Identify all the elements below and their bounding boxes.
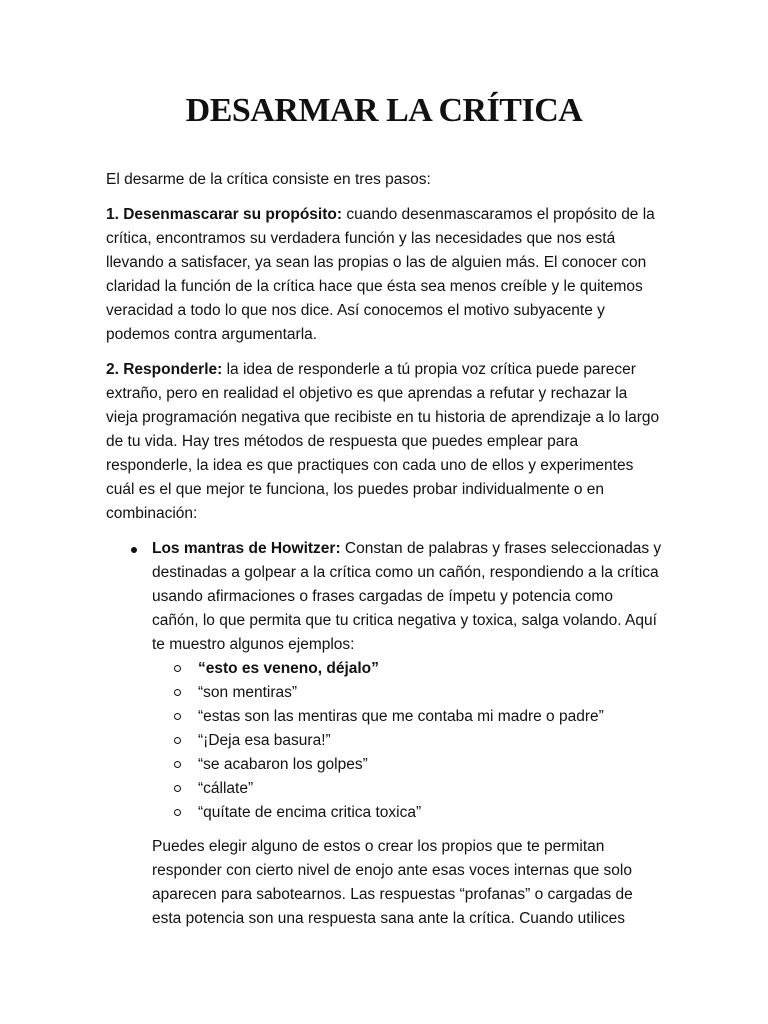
examples-list: [152, 657, 662, 825]
circle-bullet-icon: [174, 689, 181, 696]
list-item: [152, 657, 662, 681]
step-2-text: la idea de responderle a tú propia voz crítica puede parecer extraño, pero en realidad el objetivo es que aprendas a refutar y rechazar la vieja programación negativa que recibiste en tu historia de aprendizaje a lo largo de tu vida. Hay tres métodos de respuesta que puedes emplear para responderle, la idea es que practiques con cada uno de ellos y experimentes cuál es el que mejor te funciona, los puedes probar individualmente o en combinación:: [106, 361, 660, 522]
step-2-paragraph: [106, 358, 662, 526]
list-item: [152, 705, 662, 729]
example-text: “estas son las mentiras que me contaba mi madre o padre”: [198, 708, 604, 725]
example-text: “esto es veneno, déjalo”: [198, 660, 379, 677]
list-item: [152, 753, 662, 777]
circle-bullet-icon: [174, 761, 181, 768]
list-item: [106, 537, 662, 825]
example-text: “se acabaron los golpes”: [198, 756, 368, 773]
step-1-text: cuando desenmascaramos el propósito de la crítica, encontramos su verdadera función y las necesidades que nos está llevando a satisfacer, ya sean las propias o las de alguien más. El conocer con claridad la función de la crítica hace que ésta sea menos creíble y le quitemos veracidad a todo lo que nos dice. Así conocemos el motivo subyacente y podemos contra argumentarla.: [106, 206, 655, 343]
document-body: [106, 168, 662, 942]
example-text: “quítate de encima critica toxica”: [198, 804, 422, 821]
step-1-paragraph: [106, 203, 662, 347]
step-2-label: 2. Responderle:: [106, 361, 223, 378]
list-item: [152, 801, 662, 825]
example-text: “son mentiras”: [198, 684, 298, 701]
step-1-label: 1. Desenmascarar su propósito:: [106, 206, 343, 223]
page-title: DESARMAR LA CRÍTICA: [185, 92, 583, 129]
list-item: [152, 729, 662, 753]
intro-paragraph: El desarme de la crítica consiste en tres pasos:: [106, 171, 431, 188]
example-text: “¡Deja esa basura!”: [198, 732, 331, 749]
circle-bullet-icon: [174, 737, 181, 744]
bullet-1-text: Constan de palabras y frases seleccionadas y destinadas a golpear a la crítica como un cañón, respondiendo a la crítica usando afirmaciones o frases cargadas de ímpetu y potencia como cañón, lo que permita que tu critica negativa y toxica, salga volando. Aquí te muestro algunos ejemplos:: [152, 540, 662, 653]
circle-bullet-icon: [174, 785, 181, 792]
example-text: “cállate”: [198, 780, 254, 797]
circle-bullet-icon: [174, 665, 181, 672]
circle-bullet-icon: [174, 713, 181, 720]
bullet-1-label: Los mantras de Howitzer:: [152, 540, 341, 557]
circle-bullet-icon: [174, 809, 181, 816]
list-item: [152, 777, 662, 801]
bullet-icon: [131, 547, 137, 553]
closing-paragraph: Puedes elegir alguno de estos o crear los propios que te permitan responder con cierto nivel de enojo ante esas voces internas que solo aparecen para sabotearnos. Las respuestas “profanas” o cargadas de esta potencia son una respuesta sana ante la crítica. Cuando utilices: [152, 838, 633, 927]
list-item: [152, 681, 662, 705]
methods-list: [106, 537, 662, 825]
